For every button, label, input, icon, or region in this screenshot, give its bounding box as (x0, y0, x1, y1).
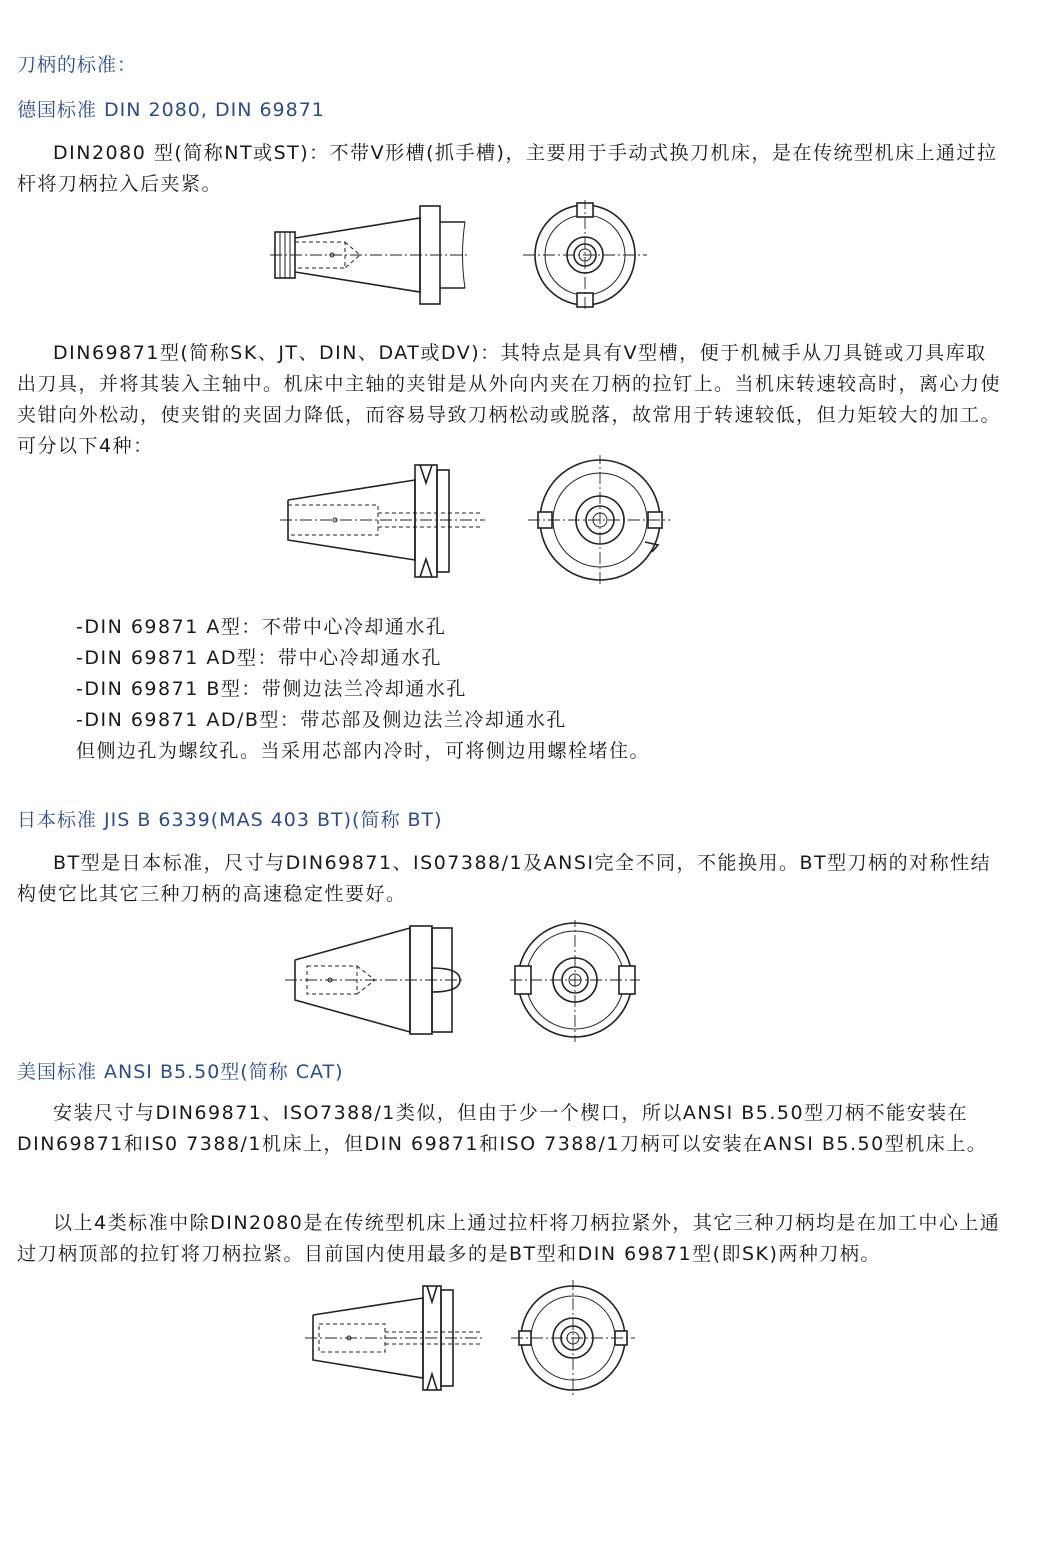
bt-side-view (285, 926, 465, 1034)
list-item: -DIN 69871 B型：带侧边法兰冷却通水孔 (76, 678, 467, 700)
din69871-end-view (528, 455, 670, 585)
paragraph-bt: BT型是日本标准，尺寸与DIN69871、IS07388/1及ANSI完全不同，不能换用。BT型刀柄的对称性结构使它比其它三种刀柄的高速稳定性要好。 (17, 852, 992, 905)
bt-end-view (510, 920, 640, 1042)
cat-end-view (511, 1280, 635, 1395)
page-title: 刀柄的标准： (17, 54, 138, 76)
din69871-side-view (280, 465, 485, 577)
paragraph-ansi: 安装尺寸与DIN69871、ISO7388/1类似，但由于少一个楔口，所以ANSI B5.50型刀柄不能安装在DIN69871和IS0 7388/1机床上，但DIN 69871和ISO 7388/1刀柄可以安装在ANSI B5.50型机床上。 (17, 1102, 988, 1155)
paragraph-din2080: DIN2080 型(简称NT或ST)：不带V形槽(抓手槽)，主要用于手动式换刀机床，是在传统型机床上通过拉杆将刀柄拉入后夹紧。 (17, 142, 998, 195)
figure-din2080 (270, 200, 650, 310)
list-item: -DIN 69871 AD型：带中心冷却通水孔 (76, 647, 442, 669)
list-item: -DIN 69871 A型：不带中心冷却通水孔 (76, 616, 447, 638)
figure-din69871 (280, 455, 670, 585)
section-heading-din: 德国标准 DIN 2080, DIN 69871 (17, 99, 325, 121)
cat-side-view (305, 1286, 483, 1390)
din2080-side-view (270, 206, 470, 304)
figure-cat (305, 1280, 645, 1395)
figure-bt (285, 920, 645, 1042)
list-item: -DIN 69871 AD/B型：带芯部及侧边法兰冷却通水孔 (76, 709, 567, 731)
paragraph-din69871: DIN69871型(简称SK、JT、DIN、DAT或DV)：其特点是具有V型槽，便于机械手从刀具链或刀具库取出刀具，并将其装入主轴中。机床中主轴的夹钳是从外向内夹在刀柄的拉钉上。当机床转速较高时，离心力使夹钳向外松动，使夹钳的夹固力降低，而容易导致刀柄松动或脱落，故常用于转速较低，但力矩较大的加工。可分以下4种： (17, 342, 1002, 457)
section-heading-jis: 日本标准 JIS B 6339(MAS 403 BT)(简称 BT) (17, 809, 443, 831)
din2080-end-view (523, 200, 647, 310)
paragraph-summary: 以上4类标准中除DIN2080是在传统型机床上通过拉杆将刀柄拉紧外，其它三种刀柄均是在加工中心上通过刀柄顶部的拉钉将刀柄拉紧。目前国内使用最多的是BT型和DIN 69871型(即SK)两种刀柄。 (17, 1212, 1001, 1265)
list-item: 但侧边孔为螺纹孔。当采用芯部内冷时，可将侧边用螺栓堵住。 (76, 740, 651, 762)
section-heading-ansi: 美国标准 ANSI B5.50型(简称 CAT) (17, 1061, 344, 1083)
